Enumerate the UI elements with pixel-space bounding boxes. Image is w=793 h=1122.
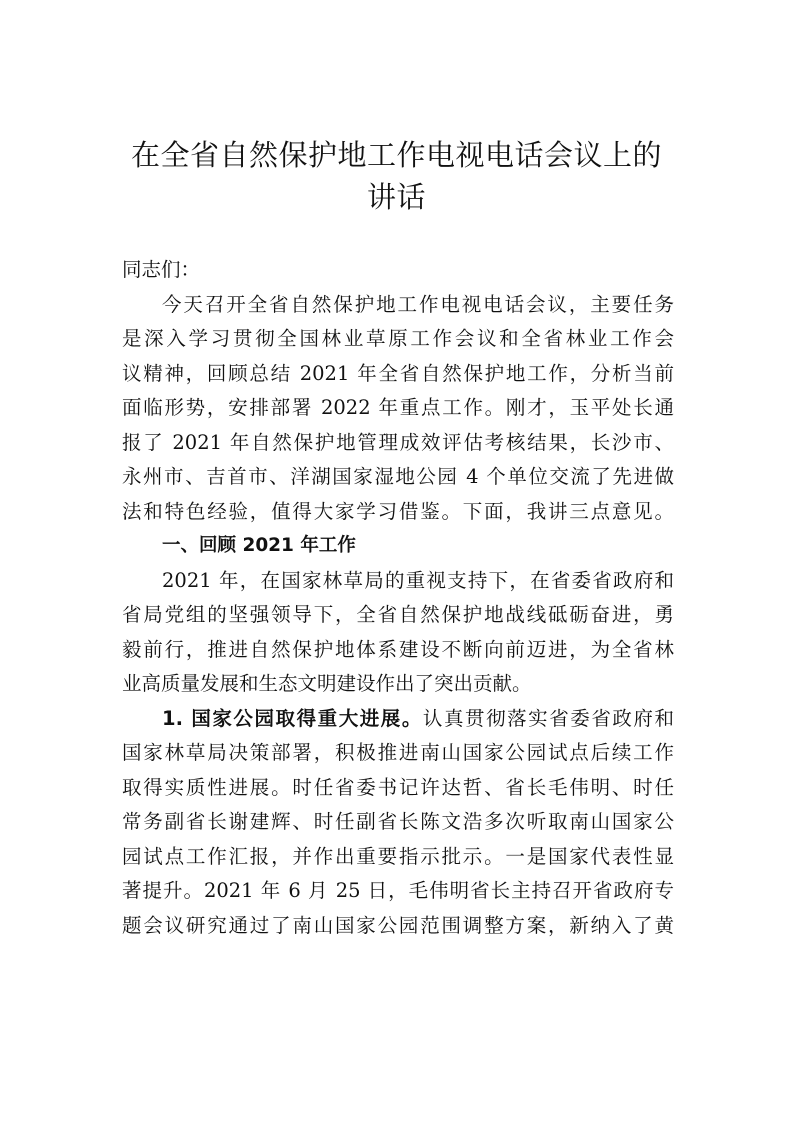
paragraph-line: 取得实质性进展。时任省委书记许达哲、省长毛伟明、时任 [122, 775, 674, 799]
item-1-first-line-rest: 认真贯彻落实省委省政府和 [422, 706, 674, 730]
paragraph-line: 省局党组的坚强领导下，全省自然保护地战线砥砺奋进，勇 [122, 603, 674, 626]
paragraph-line: 题会议研究通过了南山国家公园范围调整方案，新纳入了黄 [122, 913, 674, 937]
document-title [100, 134, 693, 218]
paragraph-line: 常务副省长谢建辉、时任副省长陈文浩多次听取南山国家公 [122, 810, 674, 833]
section-heading: 一、回顾 2021 年工作 [162, 535, 356, 556]
paragraph-line: 毅前行，推进自然保护地体系建设不断向前迈进，为全省林 [122, 637, 674, 661]
title-line-1: 在全省自然保护地工作电视电话会议上的 [130, 138, 662, 172]
paragraph-line: 永州市、吉首市、洋湖国家湿地公园 4 个单位交流了先进做 [122, 465, 674, 488]
paragraph-line: 业高质量发展和生态文明建设作出了突出贡献。 [122, 672, 532, 695]
paragraph-line: 报了 2021 年自然保护地管理成效评估考核结果，长沙市、 [122, 430, 674, 454]
item-1-paragraph [122, 702, 674, 944]
paragraph-line: 今天召开全省自然保护地工作电视电话会议，主要任务 [162, 292, 674, 316]
paragraph-line: 是深入学习贯彻全国林业草原工作会议和全省林业工作会 [122, 327, 674, 350]
item-1-lead: 1. 国家公园取得重大进展。 [162, 706, 423, 730]
title-line-2: 讲话 [366, 180, 426, 214]
paragraph-line: 园试点工作汇报，并作出重要指示批示。一是国家代表性显 [122, 844, 674, 868]
salutation: 同志们： [122, 258, 201, 281]
paragraph-line: 著提升。2021 年 6 月 25 日，毛伟明省长主持召开省政府专 [122, 879, 674, 902]
document-body [122, 253, 674, 943]
paragraph-line: 法和特色经验，值得大家学习借鉴。下面，我讲三点意见。 [122, 499, 674, 523]
paragraph-line: 议精神，回顾总结 2021 年全省自然保护地工作，分析当前 [122, 361, 674, 385]
paragraph-line: 国家林草局决策部署，积极推进南山国家公园试点后续工作 [122, 741, 674, 764]
paragraph-line: 面临形势，安排部署 2022 年重点工作。刚才，玉平处长通 [122, 396, 674, 419]
paragraph-line: 2021 年，在国家林草局的重视支持下，在省委省政府和 [162, 568, 674, 592]
intro-paragraph [122, 288, 674, 530]
paragraph-line [122, 702, 674, 737]
section-paragraph [122, 564, 674, 702]
